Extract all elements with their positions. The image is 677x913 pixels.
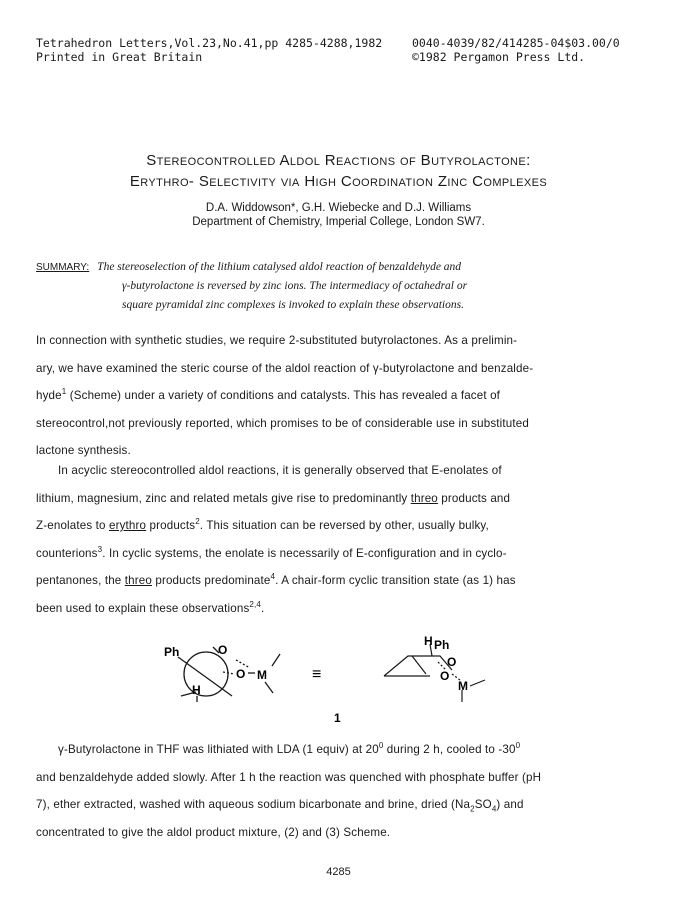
p2-line: lithium, magnesium, zinc and related metals give rise to predominantly threo products and [36, 491, 511, 505]
title-line-2: Erythro- Selectivity via High Coordination Zinc Complexes [129, 173, 548, 190]
ph-right-label: Ph [434, 638, 450, 652]
h-left-label: H [192, 683, 201, 697]
p2-line: Z-enolates to erythro products$^2$. This situation can be reversed by other, usually bulky, [36, 517, 489, 532]
p3-line: and benzaldehyde added slowly. After 1 h the reaction was quenched with phosphate buffer (pH [36, 770, 542, 784]
o-right-label-1: O [447, 655, 457, 669]
page-number: 4285 [326, 866, 351, 878]
authors: D.A. Widdowson*, G.H. Wiebecke and D.J. Williams [205, 202, 472, 214]
journal-citation: Tetrahedron Letters,Vol.23,No.41,pp 4285-4288,1982 [36, 36, 383, 50]
scheme-figure [0, 630, 677, 740]
summary-block [36, 258, 636, 315]
p1-line: ary, we have examined the steric course of the aldol reaction of γ-butyrolactone and benzalde- [36, 361, 534, 375]
summary-line-2: γ-butyrolactone is reversed by zinc ions. The intermediacy of octahedral or [122, 280, 468, 292]
p2-line: counterions$^3$. In cyclic systems, the enolate is necessarily of E-configuration and in cyclo- [36, 544, 507, 560]
p2-line: pentanones, the threo products predominate$^4$. A chair-form cyclic transition state (as 1) has [36, 572, 516, 587]
paragraph-1 [36, 327, 648, 465]
o-bottom-label: O [236, 667, 246, 681]
article-code: 0040-4039/82/414285-04$03.00/0 [412, 36, 620, 50]
p3-line: concentrated to give the aldol product mixture, (2) and (3) Scheme. [36, 825, 391, 839]
title-line-1: Stereocontrolled Aldol Reactions of Butyrolactone: [146, 152, 531, 169]
p3-line: 7), ether extracted, washed with aqueous sodium bicarbonate and brine, dried $(Na_2SO_4)$ and [36, 798, 524, 814]
p1-line: stereocontrol,not previously reported, which promises to be of considerable use in substituted [36, 416, 529, 430]
p2-line: In acyclic stereocontrolled aldol reactions, it is generally observed that E-enolates of [58, 464, 502, 477]
p1-line: In connection with synthetic studies, we require 2-substituted butyrolactones. As a prelimin- [36, 334, 518, 347]
compound-number: 1 [334, 711, 341, 725]
p3-line: γ-Butyrolactone in THF was lithiated with LDA (1 equiv) at $20^0$ during 2 h, cooled to $-30^0$ [58, 741, 521, 756]
p1-line: lactone synthesis. [36, 444, 131, 457]
m-left-label: M [257, 668, 267, 682]
summary-line-1: The stereoselection of the lithium catalysed aldol reaction of benzaldehyde and [97, 261, 462, 273]
p1-line: hyde$^1$ (Scheme) under a variety of conditions and catalysts. This has revealed a facet of [36, 387, 501, 402]
affiliation: Department of Chemistry, Imperial College, London SW7. [192, 216, 485, 228]
p2-line: been used to explain these observations$^{2,4}$. [36, 599, 265, 615]
ph-left-label: Ph [164, 645, 180, 659]
paragraph-3 [36, 736, 648, 846]
summary-label: SUMMARY: [36, 262, 90, 273]
summary-line-3: square pyramidal zinc complexes is invoked to explain these observations. [122, 299, 464, 311]
m-right-label: M [458, 679, 468, 693]
paragraph-2 [36, 457, 648, 622]
copyright-line: ©1982 Pergamon Press Ltd. [412, 50, 586, 64]
o-right-label-2: O [440, 669, 450, 683]
o-top-label: O [218, 643, 228, 657]
h-right-label: H [424, 634, 433, 648]
right-structure [384, 644, 485, 702]
equivalence-sign: ≡ [312, 666, 322, 683]
printed-location: Printed in Great Britain [36, 50, 203, 64]
